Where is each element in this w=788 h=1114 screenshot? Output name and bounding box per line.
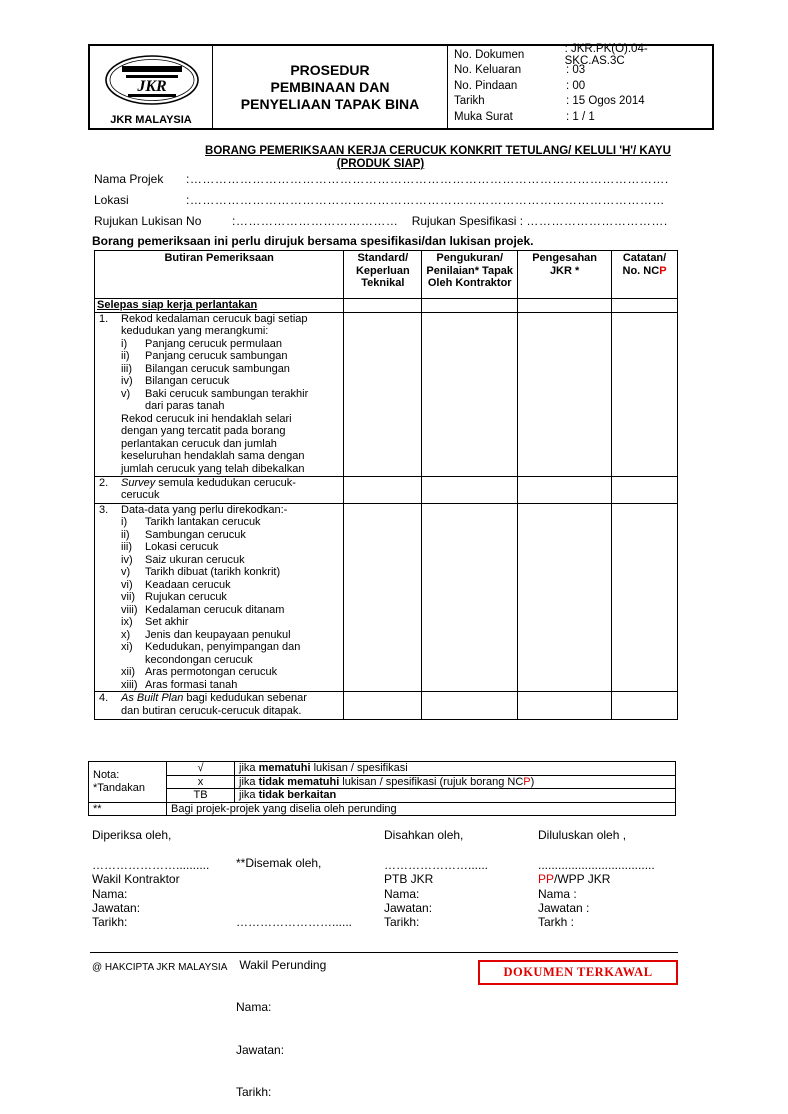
item-text: Data-data yang perlu direkodkan:- — [121, 503, 288, 516]
item-line — [97, 477, 341, 490]
sub-text: Panjang cerucuk permulaan — [145, 337, 282, 350]
sub-number: iv) — [121, 375, 133, 387]
nama-projek-field[interactable] — [94, 172, 669, 186]
col-header: Butiran Pemeriksaan — [95, 251, 344, 299]
table-cell[interactable] — [422, 299, 518, 313]
legend-red-letter: P — [523, 775, 531, 788]
table-cell[interactable] — [518, 312, 612, 476]
table-cell[interactable] — [518, 503, 612, 692]
legend-bold: mematuhi — [258, 762, 311, 774]
sub-number: ii) — [121, 350, 130, 362]
signature-block-ptb — [384, 828, 488, 929]
table-cell[interactable] — [344, 299, 422, 313]
footer-divider — [90, 952, 678, 953]
sub-number: i) — [121, 337, 128, 350]
sub-item — [97, 554, 341, 567]
sub-text: Keadaan cerucuk — [145, 578, 231, 591]
signature-role: Wakil Kontraktor — [92, 872, 180, 887]
legend-row — [89, 802, 676, 816]
cross-symbol: x — [167, 775, 235, 789]
meta-row — [454, 94, 706, 110]
col-header: Standard/ Keperluan Teknikal — [344, 251, 422, 299]
document-meta — [448, 42, 712, 128]
field-label: Nama Projek — [94, 172, 164, 186]
consultant-note: Bagi projek-projek yang diselia oleh perunding — [167, 802, 676, 816]
sub-item — [97, 566, 341, 579]
logo-cell — [90, 46, 213, 128]
title-line: PENYELIAAN TAPAK BINA — [240, 95, 420, 112]
signature-tarikh: Tarikh: — [384, 915, 420, 930]
inspection-table — [94, 250, 678, 720]
sub-text: Set akhir — [145, 616, 189, 628]
signature-nama: Nama: — [92, 886, 128, 901]
signature-title: Disahkan oleh, — [384, 828, 464, 842]
sub-item — [97, 338, 341, 351]
signature-block-kontraktor — [92, 828, 209, 929]
sub-text: Tarikh dibuat (tarikh konkrit) — [145, 566, 281, 578]
sub-item — [97, 541, 341, 554]
meta-row — [454, 109, 706, 125]
note-line: dengan yang tercatit pada borang — [121, 425, 286, 437]
sub-item — [97, 375, 341, 388]
fill-line: :…………………………………………………………………………………………………… — [186, 193, 665, 207]
legend-text — [235, 775, 676, 789]
sub-number: i) — [121, 516, 128, 528]
title-line: PROSEDUR — [290, 61, 370, 78]
legend-bold: tidak berkaitan — [258, 789, 337, 801]
signature-jawatan: Jawatan: — [92, 900, 141, 915]
legend-pre: jika — [239, 775, 259, 788]
sub-number: ix) — [121, 616, 133, 628]
table-cell[interactable] — [518, 299, 612, 313]
meta-value: : 1 / 1 — [566, 110, 595, 123]
item-number: 1. — [99, 312, 109, 325]
legend-row — [89, 775, 676, 789]
table-cell[interactable] — [344, 312, 422, 476]
sub-item — [97, 604, 341, 617]
rujukan-lukisan-field[interactable] — [94, 214, 668, 228]
sub-text: Aras formasi tanah — [145, 678, 238, 691]
sub-text: Tarikh lantakan cerucuk — [145, 516, 261, 528]
item-text: cerucuk — [121, 489, 160, 501]
legend-bold: tidak mematuhi — [258, 775, 340, 788]
table-row — [95, 503, 678, 692]
tandakan-label: *Tandakan — [93, 781, 145, 794]
table-cell[interactable] — [422, 503, 518, 692]
instruction-text: Borang pemeriksaan ini perlu dirujuk bersama spesifikasi/dan lukisan projek. — [92, 234, 534, 248]
table-cell[interactable] — [518, 476, 612, 503]
sub-number: iv) — [121, 553, 133, 566]
item-line — [97, 313, 341, 326]
sub-text: Bilangan cerucuk — [145, 375, 230, 387]
signature-jawatan: Jawatan : — [538, 900, 590, 915]
sub-number: v) — [121, 566, 131, 578]
table-cell[interactable] — [518, 692, 612, 720]
table-cell[interactable] — [612, 299, 678, 313]
sub-number: iii) — [121, 541, 132, 553]
note-line: jumlah cerucuk yang telah dibekalkan — [121, 462, 305, 475]
sub-text: Baki cerucuk sambungan terakhir — [145, 387, 309, 400]
section-title: Selepas siap kerja perlantakan — [95, 299, 344, 313]
meta-value: : 00 — [566, 79, 586, 92]
sub-item — [97, 516, 341, 529]
document-header — [88, 44, 714, 130]
signature-line[interactable]: ……………………...... — [236, 915, 353, 930]
table-row — [95, 476, 678, 503]
svg-text:JKR: JKR — [137, 78, 167, 95]
form-subtitle: (PRODUK SIAP) — [336, 158, 425, 170]
table-cell[interactable] — [422, 476, 518, 503]
item-text: semula kedudukan cerucuk- — [155, 476, 296, 489]
signature-role: PTB JKR — [384, 872, 434, 887]
jkr-logo-icon — [104, 54, 200, 106]
sub-item — [97, 350, 341, 363]
signature-title: Diperiksa oleh, — [92, 828, 172, 842]
legend-label — [89, 762, 167, 803]
item-1-description — [95, 312, 344, 476]
section-row — [95, 299, 678, 313]
sub-text: Lokasi cerucuk — [145, 541, 219, 553]
signature-role: Wakil Perunding — [236, 957, 327, 972]
legend-row — [89, 762, 676, 776]
table-cell[interactable] — [344, 476, 422, 503]
signature-title: Diluluskan oleh , — [538, 828, 627, 842]
sub-item — [97, 679, 341, 692]
sub-number: viii) — [121, 603, 138, 616]
legend-pre: jika — [239, 789, 259, 801]
copyright: @ HAKCIPTA JKR MALAYSIA — [92, 962, 228, 973]
item-line — [97, 504, 341, 517]
signature-title: **Disemak oleh, — [236, 856, 322, 871]
table-row — [95, 312, 678, 476]
sub-number: v) — [121, 387, 131, 400]
table-cell[interactable] — [344, 692, 422, 720]
legend-text — [235, 789, 676, 803]
form-title-line: BORANG PEMERIKSAAN KERJA CERUCUK KONKRIT TETULANG/ KELULI 'H'/ KAYU — [205, 145, 671, 157]
item-number: 3. — [99, 503, 109, 516]
lokasi-field[interactable] — [94, 193, 665, 207]
sub-item — [97, 629, 341, 642]
meta-value: : JKR.PK(O).04-SKC.AS.3C — [564, 42, 648, 67]
sub-text: Rujukan cerucuk — [145, 591, 227, 603]
logo-label: JKR MALAYSIA — [110, 114, 192, 126]
item-3-description — [95, 503, 344, 692]
signature-role-red: PP — [538, 872, 555, 887]
table-row — [95, 692, 678, 720]
table-cell[interactable] — [612, 476, 678, 503]
field-label: Rujukan Lukisan No — [94, 214, 202, 228]
legend-text — [235, 762, 676, 776]
sub-number: vii) — [121, 591, 136, 603]
table-cell[interactable] — [422, 692, 518, 720]
item-text: kedudukan yang merangkumi: — [121, 325, 269, 337]
sub-text: Sambungan cerucuk — [145, 528, 246, 541]
sub-text: Kedudukan, penyimpangan dan — [145, 641, 301, 653]
tick-symbol: √ — [167, 762, 235, 776]
sub-text: Saiz ukuran cerucuk — [145, 553, 245, 566]
meta-value: : 15 Ogos 2014 — [566, 95, 645, 108]
table-cell[interactable] — [422, 312, 518, 476]
meta-row — [454, 42, 706, 67]
col-header-red-letter: P — [659, 264, 667, 277]
nota-label: Nota: — [93, 769, 120, 782]
item-text: Rekod kedalaman cerucuk bagi setiap — [121, 312, 308, 325]
meta-key: Tarikh — [454, 95, 485, 108]
legend-table — [88, 761, 676, 816]
sub-item — [97, 388, 341, 401]
meta-row — [454, 78, 706, 94]
legend-end: ) — [530, 775, 535, 788]
legend-pre: jika — [239, 762, 259, 774]
double-star-label: ** — [89, 802, 167, 816]
form-title — [88, 145, 788, 171]
field-label: Lokasi — [94, 193, 129, 207]
meta-key: No. Dokumen — [454, 48, 525, 61]
item-italic-text: Survey — [121, 476, 156, 489]
sub-item — [97, 579, 341, 592]
sub-number: xi) — [121, 641, 133, 653]
sub-number: xii) — [121, 666, 136, 678]
tb-symbol: TB — [167, 789, 235, 803]
signature-tarikh: Tarkh : — [538, 915, 575, 930]
signature-nama: Nama: — [236, 1000, 272, 1015]
field-label: Rujukan Spesifikasi : — [411, 214, 524, 228]
col-header — [612, 251, 678, 299]
item-number: 2. — [99, 476, 109, 489]
sub-item — [97, 529, 341, 542]
sub-item — [97, 616, 341, 629]
sub-text: Kedalaman cerucuk ditanam — [145, 603, 285, 616]
signature-block-perunding — [236, 828, 352, 1114]
meta-value: : 03 — [566, 64, 586, 77]
sub-text: Aras permotongan cerucuk — [145, 666, 278, 678]
sub-number: vi) — [121, 578, 133, 591]
signature-nama: Nama : — [538, 886, 577, 901]
table-cell[interactable] — [344, 503, 422, 692]
signature-jawatan: Jawatan: — [384, 900, 433, 915]
sub-text: Bilangan cerucuk sambungan — [145, 362, 290, 375]
item-text: bagi kedudukan sebenar — [183, 692, 307, 704]
sub-item — [97, 591, 341, 604]
sub-item — [97, 641, 341, 654]
signature-nama: Nama: — [384, 886, 420, 901]
meta-key: Muka Surat — [454, 110, 513, 123]
item-italic-text: As Built Plan — [121, 692, 184, 704]
col-header: Pengesahan JKR * — [518, 251, 612, 299]
signature-line[interactable]: …………………...... — [384, 858, 489, 873]
sub-item — [97, 363, 341, 376]
signature-tarikh: Tarikh: — [236, 1085, 272, 1100]
controlled-document-stamp: DOKUMEN TERKAWAL — [478, 960, 678, 985]
item-text: dan butiran cerucuk-cerucuk ditapak. — [121, 704, 302, 717]
sub-number: iii) — [121, 362, 132, 375]
legend-row — [89, 789, 676, 803]
legend-post: lukisan / spesifikasi (rujuk borang NC — [339, 775, 524, 788]
title-line: PEMBINAAN DAN — [270, 78, 390, 95]
signature-jawatan: Jawatan: — [236, 1042, 285, 1057]
note-line: Rekod cerucuk ini hendaklah selari — [121, 412, 292, 425]
sub-text: Jenis dan keupayaan penukul — [145, 628, 291, 641]
item-number: 4. — [99, 692, 109, 704]
fill-line: :………………………………… — [232, 214, 399, 228]
signature-line[interactable]: ................................... — [538, 858, 655, 873]
signature-line[interactable]: ………………….......... — [92, 858, 210, 873]
note-line: keseluruhan hendaklah sama dengan — [121, 450, 305, 462]
table-cell[interactable] — [612, 312, 678, 476]
item-2-description — [95, 476, 344, 503]
procedure-title — [213, 46, 448, 128]
sub-text: dari paras tanah — [145, 400, 225, 412]
table-cell[interactable] — [612, 692, 678, 720]
meta-key: No. Keluaran — [454, 64, 522, 77]
sub-item — [97, 666, 341, 679]
table-cell[interactable] — [612, 503, 678, 692]
sub-text: Panjang cerucuk sambungan — [145, 350, 288, 362]
signature-block-pp — [538, 828, 655, 929]
sub-number: xiii) — [121, 678, 138, 691]
sub-text: kecondongan cerucuk — [145, 653, 253, 666]
sub-number: ii) — [121, 528, 130, 541]
fill-line: :……………………………………………………………………………………………………. — [186, 172, 669, 186]
signature-tarikh: Tarikh: — [92, 915, 128, 930]
col-header-text: Catatan/ No. NC — [622, 252, 667, 277]
item-4-description — [95, 692, 344, 720]
signature-role — [538, 872, 655, 886]
item-line — [97, 692, 341, 705]
table-header-row — [95, 251, 678, 299]
legend-post: lukisan / spesifikasi — [310, 762, 408, 774]
col-header: Pengukuran/ Penilaian* Tapak Oleh Kontraktor — [422, 251, 518, 299]
note-line: perlantakan cerucuk dan jumlah — [121, 437, 277, 450]
fill-line: ……………………………. — [526, 214, 668, 228]
sub-number: x) — [121, 628, 131, 641]
meta-key: No. Pindaan — [454, 79, 518, 92]
signature-role-text: /WPP JKR — [554, 872, 611, 887]
